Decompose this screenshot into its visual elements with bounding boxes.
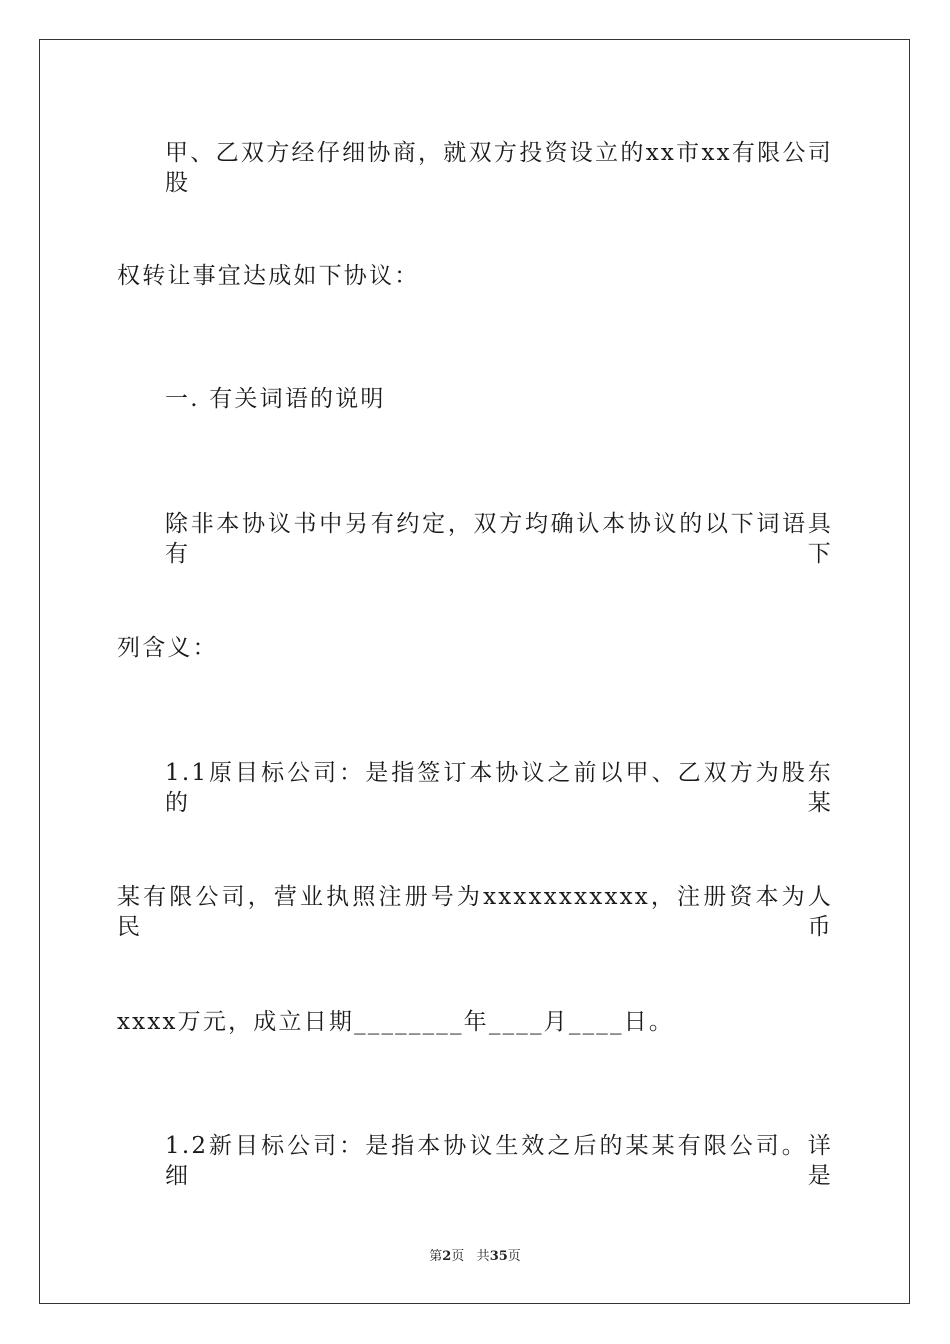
paragraph-line: 某有限公司，营业执照注册号为xxxxxxxxxxx，注册资本为人民币 <box>117 884 833 940</box>
paragraph-line: 权转让事宜达成如下协议： <box>117 263 420 289</box>
page-footer <box>0 1248 950 1266</box>
paragraph-line: 1.1原目标公司：是指签订本协议之前以甲、乙双方为股东的某 <box>165 760 833 816</box>
footer-page-prefix: 第 <box>429 1249 443 1264</box>
paragraph-line: 甲、乙双方经仔细协商，就双方投资设立的xx市xx有限公司股 <box>165 140 833 196</box>
footer-total-pages: 35 <box>489 1249 508 1264</box>
footer-total-suffix: 页 <box>507 1249 521 1264</box>
paragraph-line: 除非本协议书中另有约定，双方均确认本协议的以下词语具有下 <box>165 511 833 567</box>
footer-total-prefix: 共 <box>476 1249 490 1264</box>
footer-page-suffix: 页 <box>451 1249 465 1264</box>
footer-page-number: 2 <box>442 1249 452 1264</box>
paragraph-line: 1.2新目标公司：是指本协议生效之后的某某有限公司。详细是 <box>165 1133 833 1189</box>
paragraph-line: xxxx万元，成立日期________年____月____日。 <box>117 1009 675 1035</box>
page-border <box>39 39 910 1304</box>
section-heading: 一. 有关词语的说明 <box>165 386 386 412</box>
paragraph-line: 列含义： <box>117 635 218 661</box>
